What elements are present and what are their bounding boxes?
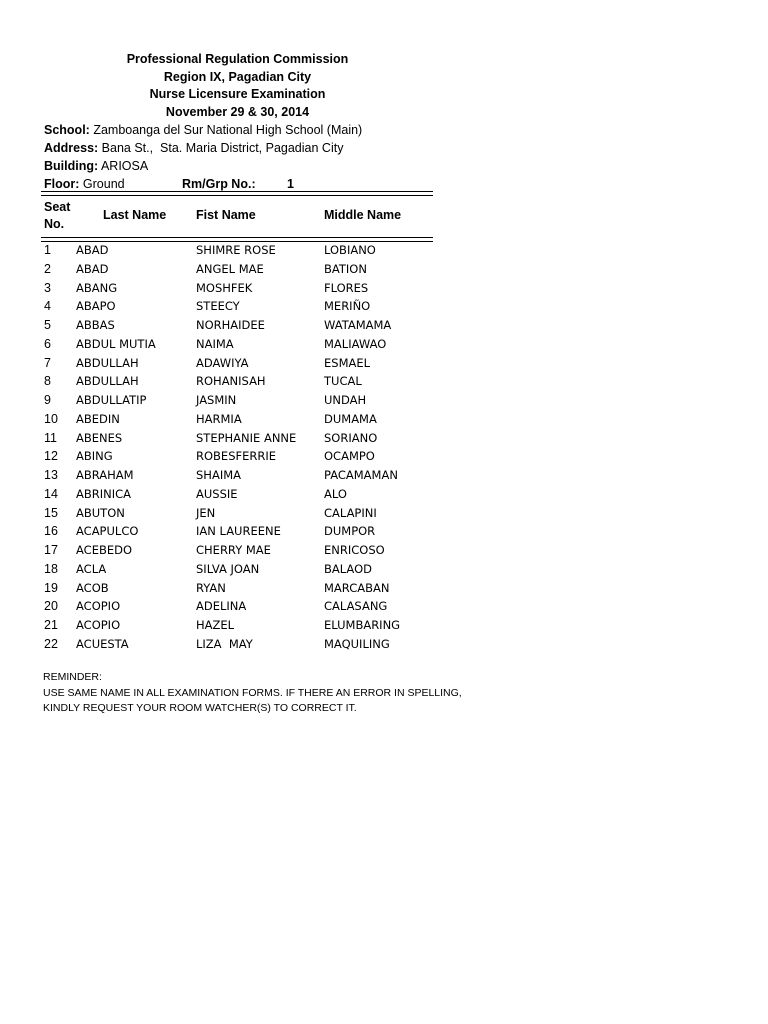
table-row xyxy=(0,560,480,579)
middle-name-cell: ALO xyxy=(324,486,347,501)
first-name-cell: SILVA JOAN xyxy=(196,561,260,576)
table-row xyxy=(0,260,480,279)
last-name-cell: ACOPIO xyxy=(76,599,121,614)
middle-name-cell: ENRICOSO xyxy=(324,543,385,557)
seat-number-cell: 17 xyxy=(44,543,58,557)
address-value: Bana St., Sta. Maria District, Pagadian City xyxy=(101,141,344,155)
exam-title: Nurse Licensure Examination xyxy=(149,87,326,101)
reminder-title: REMINDER: xyxy=(43,671,102,683)
building-row xyxy=(44,157,362,175)
last-name-cell: ACLA xyxy=(76,561,107,576)
last-name-cell: ABBAS xyxy=(76,318,115,332)
seat-number-cell: 8 xyxy=(44,374,51,389)
address-label: Address: xyxy=(44,141,99,155)
last-name-cell: ABRAHAM xyxy=(76,468,134,482)
last-name-cell: ACAPULCO xyxy=(76,524,139,539)
seat-number-cell: 3 xyxy=(44,280,51,295)
middle-name-cell: TUCAL xyxy=(324,374,362,389)
last-name-cell: ACEBEDO xyxy=(76,543,133,557)
table-row xyxy=(0,410,480,429)
table-row xyxy=(0,541,480,560)
middle-name-cell: MARCABAN xyxy=(324,580,390,595)
building-value: ARIOSA xyxy=(100,159,149,173)
first-name-cell: JASMIN xyxy=(196,393,237,407)
last-name-cell: ABDULLAH xyxy=(76,355,139,370)
table-row xyxy=(0,429,480,448)
room-group-value: 1 xyxy=(287,177,294,191)
middle-name-cell: DUMPOR xyxy=(324,524,376,539)
middle-name-cell: MALIAWAO xyxy=(324,336,387,351)
seat-number-cell: 20 xyxy=(44,599,58,614)
last-name-cell: ABENES xyxy=(76,430,123,445)
middle-name-header: Middle Name xyxy=(324,208,402,222)
seat-number-cell: 2 xyxy=(44,261,51,276)
seat-number-cell: 11 xyxy=(44,430,57,445)
table-row xyxy=(0,485,480,504)
last-name-cell: ABRINICA xyxy=(76,486,132,501)
reminder-line1: USE SAME NAME IN ALL EXAMINATION FORMS. IF THERE AN ERROR IN SPELLING, xyxy=(43,686,462,699)
document-header xyxy=(40,51,435,121)
seat-number-cell: 6 xyxy=(44,336,51,351)
seat-no-header xyxy=(44,199,70,233)
first-name-cell: NORHAIDEE xyxy=(196,318,265,332)
seat-number-cell: 15 xyxy=(44,505,58,520)
table-row xyxy=(0,316,480,335)
table-row xyxy=(0,504,480,523)
seat-number-cell: 7 xyxy=(44,355,51,370)
first-name-cell: ADELINA xyxy=(196,599,247,614)
first-name-cell: CHERRY MAE xyxy=(196,543,271,557)
middle-name-cell: FLORES xyxy=(324,280,369,295)
seat-number-cell: 16 xyxy=(44,524,58,539)
first-name-cell: MOSHFEK xyxy=(196,280,253,295)
middle-name-cell: MAQUILING xyxy=(324,636,390,651)
middle-name-cell: ELUMBARING xyxy=(324,618,401,632)
last-name-cell: ABUTON xyxy=(76,505,125,520)
table-row xyxy=(0,391,480,410)
first-name-cell: HAZEL xyxy=(196,618,235,632)
last-name-cell: ABDUL MUTIA xyxy=(76,336,156,351)
table-row xyxy=(0,447,480,466)
last-name-cell: ACUESTA xyxy=(76,636,129,651)
seat-number-cell: 5 xyxy=(44,318,51,332)
table-row xyxy=(0,279,480,298)
school-label: School: xyxy=(44,123,90,137)
table-row xyxy=(0,635,480,654)
seat-number-cell: 9 xyxy=(44,393,51,407)
school-value: Zamboanga del Sur National High School (Main) xyxy=(93,123,363,137)
middle-name-cell: PACAMAMAN xyxy=(324,468,398,482)
middle-name-cell: OCAMPO xyxy=(324,449,375,464)
middle-name-cell: LOBIANO xyxy=(324,243,376,257)
region-title: Region IX, Pagadian City xyxy=(163,69,312,84)
reminder-line2: KINDLY REQUEST YOUR ROOM WATCHER(S) TO CORRECT IT. xyxy=(43,702,357,714)
table-row xyxy=(0,335,480,354)
seat-number-cell: 21 xyxy=(44,618,58,632)
middle-name-cell: UNDAH xyxy=(324,393,367,407)
floor-label: Floor: xyxy=(44,177,80,191)
table-top-rule xyxy=(41,191,433,196)
first-name-cell: RYAN xyxy=(196,580,226,595)
first-name-cell: SHIMRE ROSE xyxy=(196,243,276,257)
seat-number-cell: 10 xyxy=(44,411,58,426)
last-name-cell: ABAD xyxy=(76,261,109,276)
middle-name-cell: MERIÑO xyxy=(324,299,371,314)
seat-header-line1: Seat xyxy=(44,200,71,214)
first-name-cell: AUSSIE xyxy=(196,486,238,501)
first-name-cell: ROHANISAH xyxy=(196,374,266,389)
reminder-note xyxy=(43,670,462,717)
first-name-cell: STEECY xyxy=(196,299,240,314)
middle-name-cell: BATION xyxy=(324,261,367,276)
table-row xyxy=(0,354,480,373)
last-name-cell: ABING xyxy=(76,449,113,464)
middle-name-cell: ESMAEL xyxy=(324,355,371,370)
floor-value: Ground xyxy=(82,177,125,191)
first-name-cell: HARMIA xyxy=(196,411,242,426)
middle-name-cell: BALAOD xyxy=(324,561,372,576)
table-row xyxy=(0,522,480,541)
seat-number-cell: 18 xyxy=(44,561,58,576)
seat-number-cell: 1 xyxy=(44,243,51,257)
first-name-cell: ROBESFERRIE xyxy=(196,449,277,464)
school-row xyxy=(44,121,362,139)
middle-name-cell: WATAMAMA xyxy=(324,318,392,332)
table-row xyxy=(0,241,480,260)
seat-number-cell: 4 xyxy=(44,299,51,314)
first-name-cell: ANGEL MAE xyxy=(196,261,264,276)
table-row xyxy=(0,372,480,391)
room-group-label: Rm/Grp No.: xyxy=(182,177,256,191)
middle-name-cell: SORIANO xyxy=(324,430,378,445)
building-label: Building: xyxy=(44,159,99,173)
examinee-list xyxy=(0,241,480,654)
last-name-header: Last Name xyxy=(103,208,167,222)
seat-number-cell: 22 xyxy=(44,636,58,651)
last-name-cell: ACOB xyxy=(76,580,109,595)
first-name-header: Fist Name xyxy=(196,208,256,222)
first-name-cell: SHAIMA xyxy=(196,468,241,482)
table-row xyxy=(0,616,480,635)
seat-number-cell: 12 xyxy=(44,449,58,464)
agency-title: Professional Regulation Commission xyxy=(126,52,349,66)
venue-info xyxy=(44,121,362,175)
last-name-cell: ABAPO xyxy=(76,299,116,314)
table-row xyxy=(0,297,480,316)
table-row xyxy=(0,597,480,616)
last-name-cell: ACOPIO xyxy=(76,618,121,632)
exam-dates: November 29 & 30, 2014 xyxy=(165,104,310,119)
last-name-cell: ABEDIN xyxy=(76,411,120,426)
first-name-cell: STEPHANIE ANNE xyxy=(196,430,297,445)
seat-header-line2: No. xyxy=(44,217,65,231)
table-row xyxy=(0,466,480,485)
middle-name-cell: CALASANG xyxy=(324,599,388,614)
last-name-cell: ABDULLAH xyxy=(76,374,139,389)
last-name-cell: ABAD xyxy=(76,243,109,257)
address-row xyxy=(44,139,362,157)
seat-number-cell: 14 xyxy=(44,486,58,501)
middle-name-cell: CALAPINI xyxy=(324,505,377,520)
seat-number-cell: 13 xyxy=(44,468,58,482)
last-name-cell: ABANG xyxy=(76,280,118,295)
table-row xyxy=(0,579,480,598)
first-name-cell: IAN LAUREENE xyxy=(196,524,281,539)
first-name-cell: NAIMA xyxy=(196,336,234,351)
last-name-cell: ABDULLATIP xyxy=(76,393,147,407)
seat-number-cell: 19 xyxy=(44,580,58,595)
middle-name-cell: DUMAMA xyxy=(324,411,377,426)
first-name-cell: JEN xyxy=(196,505,216,520)
first-name-cell: ADAWIYA xyxy=(196,355,249,370)
first-name-cell: LIZA MAY xyxy=(196,636,253,651)
